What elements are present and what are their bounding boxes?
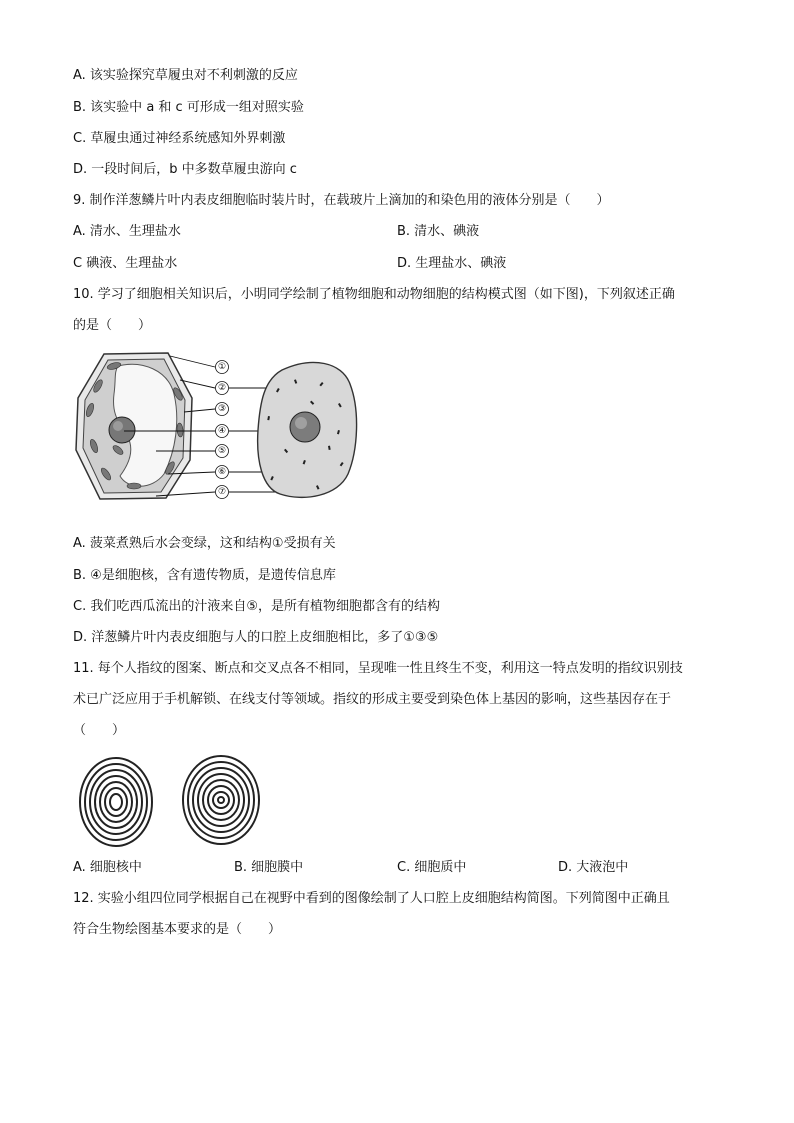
q10-option-b: B. ④是细胞核，含有遗传物质，是遗传信息库 xyxy=(73,568,336,583)
q10-option-d: D. 洋葱鳞片叶内表皮细胞与人的口腔上皮细胞相比，多了①③⑤ xyxy=(73,630,439,645)
fingerprint-image-1 xyxy=(76,752,156,848)
q8-option-a: A. 该实验探究草履虫对不利刺激的反应 xyxy=(73,68,298,83)
q11-option-c: C. 细胞质中 xyxy=(397,860,467,875)
label-4: ④ xyxy=(217,426,227,436)
q11-stem-line3: （ ） xyxy=(73,723,126,738)
label-1: ① xyxy=(217,362,227,372)
label-3: ③ xyxy=(217,404,227,414)
q10-stem-line2: 的是（ ） xyxy=(73,318,152,333)
label-2: ② xyxy=(217,383,227,393)
q10-option-c: C. 我们吃西瓜流出的汁液来自⑤，是所有植物细胞都含有的结构 xyxy=(73,599,440,614)
q9-option-c: C 碘液、生理盐水 xyxy=(73,256,178,271)
label-5: ⑤ xyxy=(217,446,227,456)
q11-option-a: A. 细胞核中 xyxy=(73,860,142,875)
q9-option-a: A. 清水、生理盐水 xyxy=(73,224,181,239)
q12-stem-line2: 符合生物绘图基本要求的是（ ） xyxy=(73,922,282,937)
q10-option-a: A. 菠菜煮熟后水会变绿，这和结构①受损有关 xyxy=(73,536,336,551)
q9-stem: 9. 制作洋葱鳞片叶内表皮细胞临时装片时，在载玻片上滴加的和染色用的液体分别是（ ） xyxy=(73,193,610,208)
q11-option-b: B. 细胞膜中 xyxy=(234,860,304,875)
q11-stem-line1: 11. 每个人指纹的图案、断点和交叉点各不相同，呈现唯一性且终生不变，利用这一特点发明的指纹识别技 xyxy=(73,661,683,676)
q8-option-b: B. 该实验中 a 和 c 可形成一组对照实验 xyxy=(73,100,304,115)
q8-option-d: D. 一段时间后，b 中多数草履虫游向 c xyxy=(73,162,297,177)
label-7: ⑦ xyxy=(217,487,227,497)
q10-stem-line1: 10. 学习了细胞相关知识后，小明同学绘制了植物细胞和动物细胞的结构模式图（如下图)，下列叙述正确 xyxy=(73,287,675,302)
q8-option-c: C. 草履虫通过神经系统感知外界刺激 xyxy=(73,131,286,146)
q11-option-d: D. 大液泡中 xyxy=(558,860,629,875)
q12-stem-line1: 12. 实验小组四位同学根据自己在视野中看到的图像绘制了人口腔上皮细胞结构简图。下列简图中正确且 xyxy=(73,891,670,906)
fingerprint-image-2 xyxy=(180,752,262,848)
label-6: ⑥ xyxy=(217,467,227,477)
plant-nucleus xyxy=(109,417,135,443)
q9-option-b: B. 清水、碘液 xyxy=(397,224,480,239)
q9-option-d: D. 生理盐水、碘液 xyxy=(397,256,507,271)
cell-structure-diagram xyxy=(72,350,362,502)
chloroplast xyxy=(127,483,141,489)
q11-stem-line2: 术已广泛应用于手机解锁、在线支付等领域。指纹的形成主要受到染色体上基因的影响，这些基因存在于 xyxy=(73,692,672,707)
